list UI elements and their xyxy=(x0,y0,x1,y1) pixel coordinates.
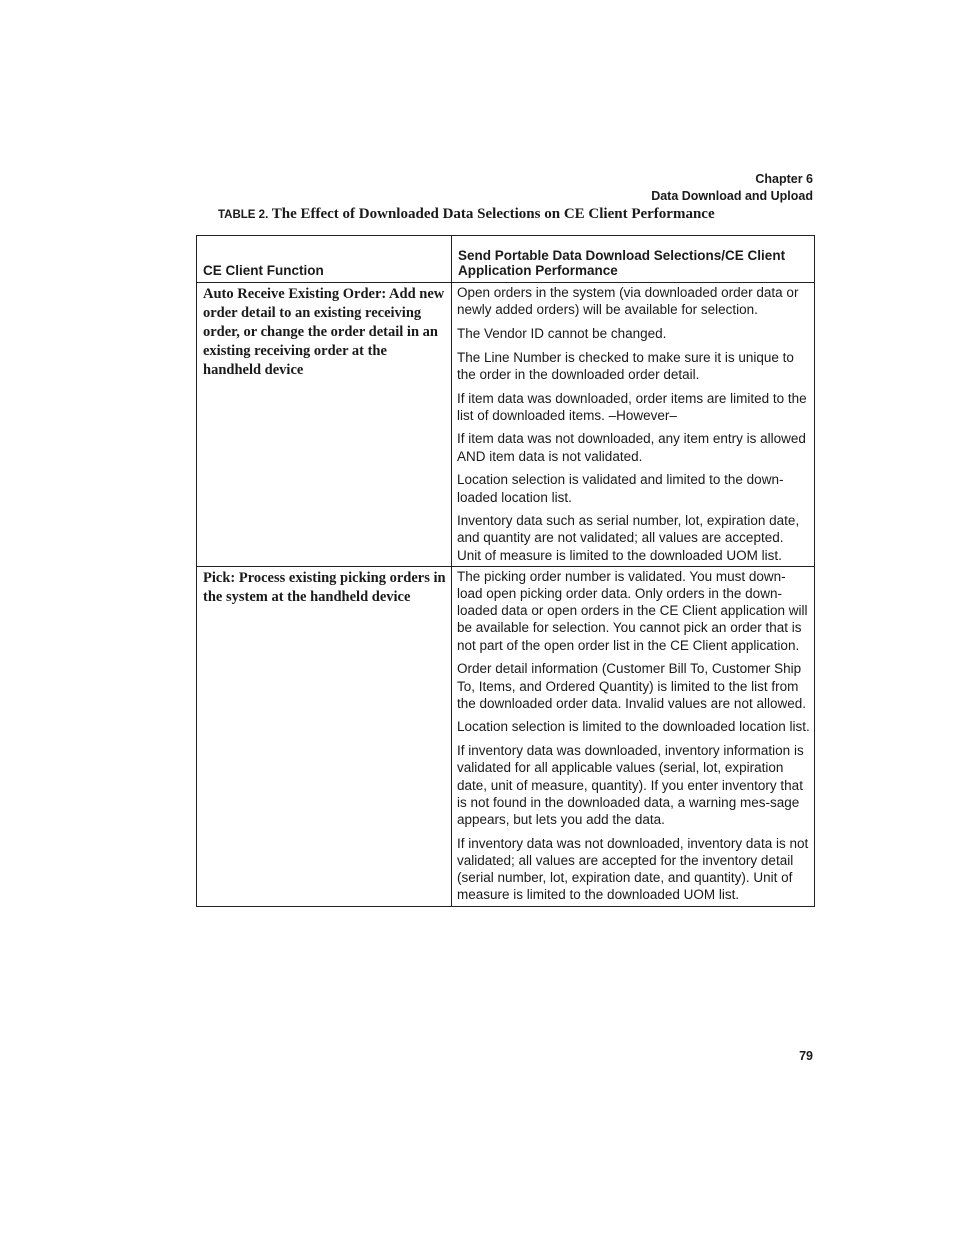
table-caption xyxy=(218,205,818,223)
effects-table xyxy=(196,235,815,907)
table-label: TABLE 2. xyxy=(218,209,269,221)
performance-note: If item data was not downloaded, any item entry is allowed AND item data is not validated. xyxy=(457,431,806,464)
header-performance: Send Portable Data Download Selections/CE Client Application Performance xyxy=(452,236,815,283)
header-ce-client-function: CE Client Function xyxy=(197,236,452,283)
performance-note: Inventory data such as serial number, lot, expiration date, and quantity are not validated; all values are accepted. Unit of measure is limited to the downloaded UOM list. xyxy=(457,513,800,563)
function-cell: Pick: Process existing picking orders in the system at the handheld device xyxy=(197,566,452,906)
table-header-row xyxy=(197,236,815,283)
performance-note: Order detail information (Customer Bill To, Customer Ship To, Items, and Ordered Quantity) is limited to the list from the downloaded order data. Invalid values are not allowed. xyxy=(457,661,806,711)
function-cell: Auto Receive Existing Order: Add new order detail to an existing receiving order, or change the order detail in an existing receiving order at the handheld device xyxy=(197,283,452,567)
table-row xyxy=(197,283,815,567)
section-title: Data Download and Upload xyxy=(651,188,813,203)
chapter-label: Chapter 6 xyxy=(755,172,813,186)
performance-note: Open orders in the system (via downloaded order data or newly added orders) will be available for selection. xyxy=(457,285,799,318)
running-head xyxy=(413,171,813,204)
performance-note: If inventory data was not downloaded, inventory data is not validated; all values are accepted for the inventory detail (serial number, lot, expiration date, and quantity). Unit of measure is limited to the downloaded UOM list. xyxy=(457,835,809,903)
performance-note: If item data was downloaded, order items are limited to the list of downloaded items. –However– xyxy=(457,390,807,423)
performance-note: The picking order number is validated. You must down-load open picking order data. Only orders in the down-loaded data or open orders in the CE Client application will be available for selection. You cannot pick an order that is not part of the open order list in the CE Client application. xyxy=(457,568,808,653)
table-title: The Effect of Downloaded Data Selections on CE Client Performance xyxy=(268,206,715,222)
performance-note: The Line Number is checked to make sure it is unique to the order in the downloaded order detail. xyxy=(457,349,794,382)
performance-note: The Vendor ID cannot be changed. xyxy=(457,325,667,341)
performance-cell xyxy=(452,283,815,567)
page-number: 79 xyxy=(799,1049,813,1063)
performance-cell xyxy=(452,566,815,906)
performance-note: If inventory data was downloaded, inventory information is validated for all applicable values (serial, lot, expiration date, unit of measure, quantity). If you enter inventory that is not found in the downloaded data, a warning mes-sage appears, but lets you add the data. xyxy=(457,743,804,827)
performance-note: Location selection is validated and limited to the down-loaded location list. xyxy=(457,472,784,505)
performance-note: Location selection is limited to the downloaded location list. xyxy=(457,719,810,735)
table-row xyxy=(197,566,815,906)
